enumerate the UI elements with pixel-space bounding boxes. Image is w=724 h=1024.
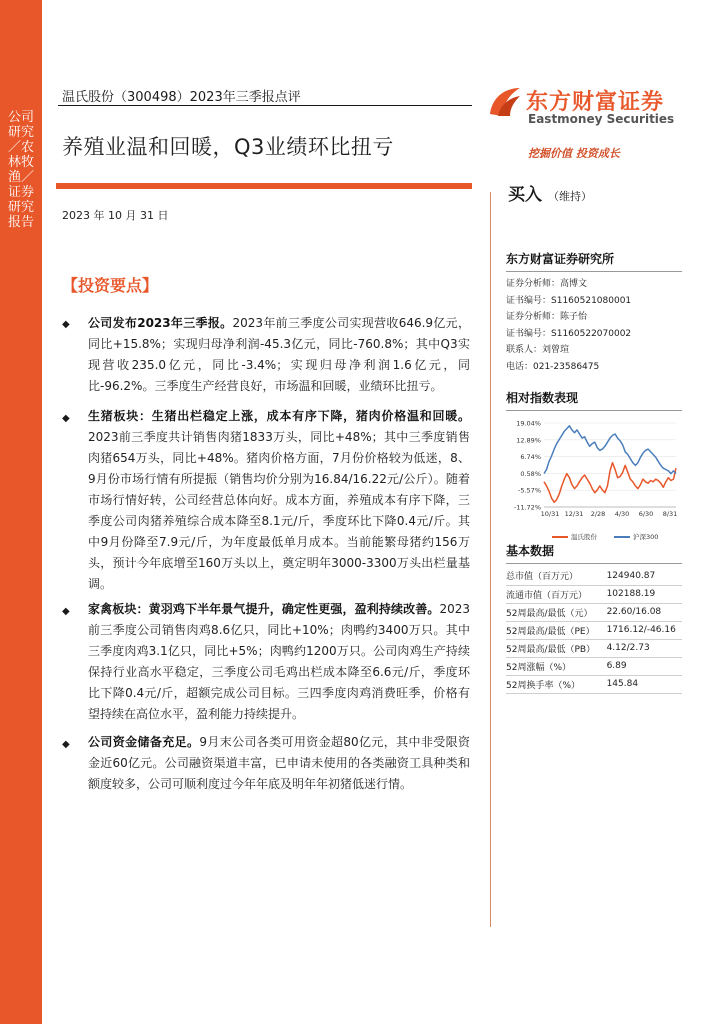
certificate-row: 证书编号：S1160522070002: [506, 328, 632, 339]
table-row: [506, 639, 682, 657]
key-point-lead: 公司发布2023年三季报。: [88, 316, 233, 330]
row-label: 52周最高/最低（PE）: [506, 621, 603, 639]
x-tick-label: 8/31: [662, 510, 678, 518]
y-tick-label: -5.57%: [518, 486, 541, 495]
y-tick-label: 6.74%: [520, 453, 541, 462]
key-point-text: 9月末公司各类可用资金超80亿元，其中非受限资金近60亿元。公司融资渠道丰富，已申请未使用的各类融资工具种类和额度较多，公司可顺利度过今年年底及明年年初猪低迷行情。: [88, 735, 470, 791]
contact-row: 联系人：刘曾瑄: [506, 345, 570, 355]
key-point: [88, 406, 470, 595]
x-tick-label: 6/30: [638, 510, 654, 518]
bullet-diamond-icon: ◆: [62, 739, 70, 750]
row-label: 52周最高/最低（PB）: [506, 639, 603, 657]
row-label: 52周涨幅（%）: [506, 657, 603, 675]
row-value: 22.60/16.08: [603, 603, 682, 621]
analyst-row: 证券分析师：陈子怡: [506, 312, 588, 322]
brand-name-en: Eastmoney Securities: [528, 112, 675, 126]
brand-name-cn: 东方财富证券: [526, 90, 665, 115]
key-point: [88, 313, 470, 397]
row-value: 145.84: [603, 675, 682, 693]
y-tick-label: -11.72%: [513, 503, 541, 512]
analyst-row: 证券分析师：高博文: [506, 279, 588, 289]
y-tick-label: 19.04%: [516, 419, 541, 428]
basic-data-title: 基本数据: [506, 542, 682, 564]
series-line: [544, 463, 676, 503]
table-row: [506, 675, 682, 693]
row-value: 102188.19: [603, 585, 682, 603]
row-label: 52周最高/最低（元）: [506, 603, 603, 621]
series-line: [544, 426, 676, 474]
basic-data-table: [506, 567, 682, 694]
category-label: 公司研究／农林牧渔／证券研究报告: [7, 110, 34, 230]
table-row: [506, 585, 682, 603]
certificate-row: 证书编号：S1160521080001: [506, 295, 632, 306]
phone-row: 电话：021-23586475: [506, 361, 600, 372]
page-title: 养殖业温和回暖，Q3业绩环比扭亏: [62, 135, 394, 159]
x-tick-label: 2/28: [590, 510, 606, 518]
basic-data-panel: [506, 542, 682, 694]
title-rule: [56, 183, 472, 189]
row-label: 52周换手率（%）: [506, 675, 603, 693]
table-row: [506, 603, 682, 621]
x-tick-label: 4/30: [614, 510, 630, 518]
key-point-lead: 生猪板块：生猪出栏稳定上涨，成本有序下降，猪肉价格温和回暖。: [88, 409, 470, 423]
category-side-bar: [0, 0, 42, 1024]
key-point: [88, 732, 470, 795]
institute-panel: [506, 250, 682, 375]
key-point-text: 2023前三季度共计销售肉猪1833万头，同比+48%；其中三季度销售肉猪654万头，同比+48%。猪肉价格方面，7月份价格较为低迷，8、9月份市场行情有所提振（销售均价分别为16.84/16.22元/公斤）。随着市场行情好转，公司经营总体向好。成本方面，养殖成本有序下降，三季度公司肉猪养殖综合成本降至8.1元/斤，季度环比下降0.4元/斤。其中9月份降至7.9元/斤，为年度最低单月成本。当前能繁母猪约156万头，预计今年底增至160万头以上，奠定明年3000-3300万头出栏量基调。: [88, 430, 470, 591]
key-point-text: 2023前三季度公司销售肉鸡8.6亿只，同比+10%；肉鸭约3400万只。其中三季度肉鸡3.1亿只，同比+5%；肉鸭约1200万只。公司肉鸡生产持续保持行业高水平稳定，三季度公司毛鸡出栏成本降至6.6元/斤，季度环比下降0.4元/斤，超额完成公司目标。三四季度肉鸡消费旺季，价格有望持续在高位水平，盈利能力持续提升。: [88, 602, 470, 721]
bullet-diamond-icon: ◆: [62, 319, 70, 330]
key-point-lead: 公司资金储备充足。: [88, 735, 200, 749]
y-tick-label: 12.89%: [516, 436, 541, 445]
report-date: 2023 年 10 月 31 日: [62, 209, 169, 222]
row-value: 6.89: [603, 657, 682, 675]
bullet-diamond-icon: ◆: [62, 606, 70, 617]
row-value: 1716.12/-46.16: [603, 621, 682, 639]
key-points-heading: 【投资要点】: [62, 276, 159, 295]
x-tick-label: 10/31: [540, 510, 560, 518]
rating-label: 买入: [508, 185, 542, 205]
key-point: [88, 599, 470, 725]
row-value: 124940.87: [603, 567, 682, 585]
key-point-text: 2023年前三季度公司实现营收646.9亿元，同比+15.8%；实现归母净利润-45.3亿元，同比-760.8%；其中Q3实现营收235.0亿元，同比-3.4%；实现归母净利润1.6亿元，同比-96.2%。三季度生产经营良好，市场温和回暖，业绩环比扭亏。: [88, 316, 470, 393]
key-point-lead: 家禽板块：黄羽鸡下半年景气提升，确定性更强，盈利持续改善。: [88, 602, 440, 616]
column-divider: [490, 192, 491, 927]
table-row: [506, 621, 682, 639]
row-value: 4.12/2.73: [603, 639, 682, 657]
institute-title: 东方财富证券研究所: [506, 250, 682, 272]
table-row: [506, 657, 682, 675]
row-label: 流通市值（百万元）: [506, 585, 603, 603]
brand-mark-icon: [486, 84, 524, 120]
legend-label: 温氏股份: [571, 533, 597, 541]
brand-logo: [486, 82, 675, 132]
header-divider: [58, 105, 472, 106]
relative-index-chart: [506, 415, 682, 547]
chart-panel: [506, 389, 682, 551]
row-label: 总市值（百万元）: [506, 567, 603, 585]
report-label: 温氏股份（300498）2023年三季报点评: [62, 90, 301, 105]
x-tick-label: 12/31: [564, 510, 584, 518]
chart-title: 相对指数表现: [506, 389, 682, 411]
table-row: [506, 567, 682, 585]
rating-note: （维持）: [548, 190, 592, 203]
brand-slogan: 挖掘价值 投资成长: [528, 147, 620, 160]
rating: [508, 180, 592, 205]
bullet-diamond-icon: ◆: [62, 413, 70, 424]
legend-label: 沪深300: [633, 533, 659, 541]
y-tick-label: 0.58%: [520, 469, 541, 478]
